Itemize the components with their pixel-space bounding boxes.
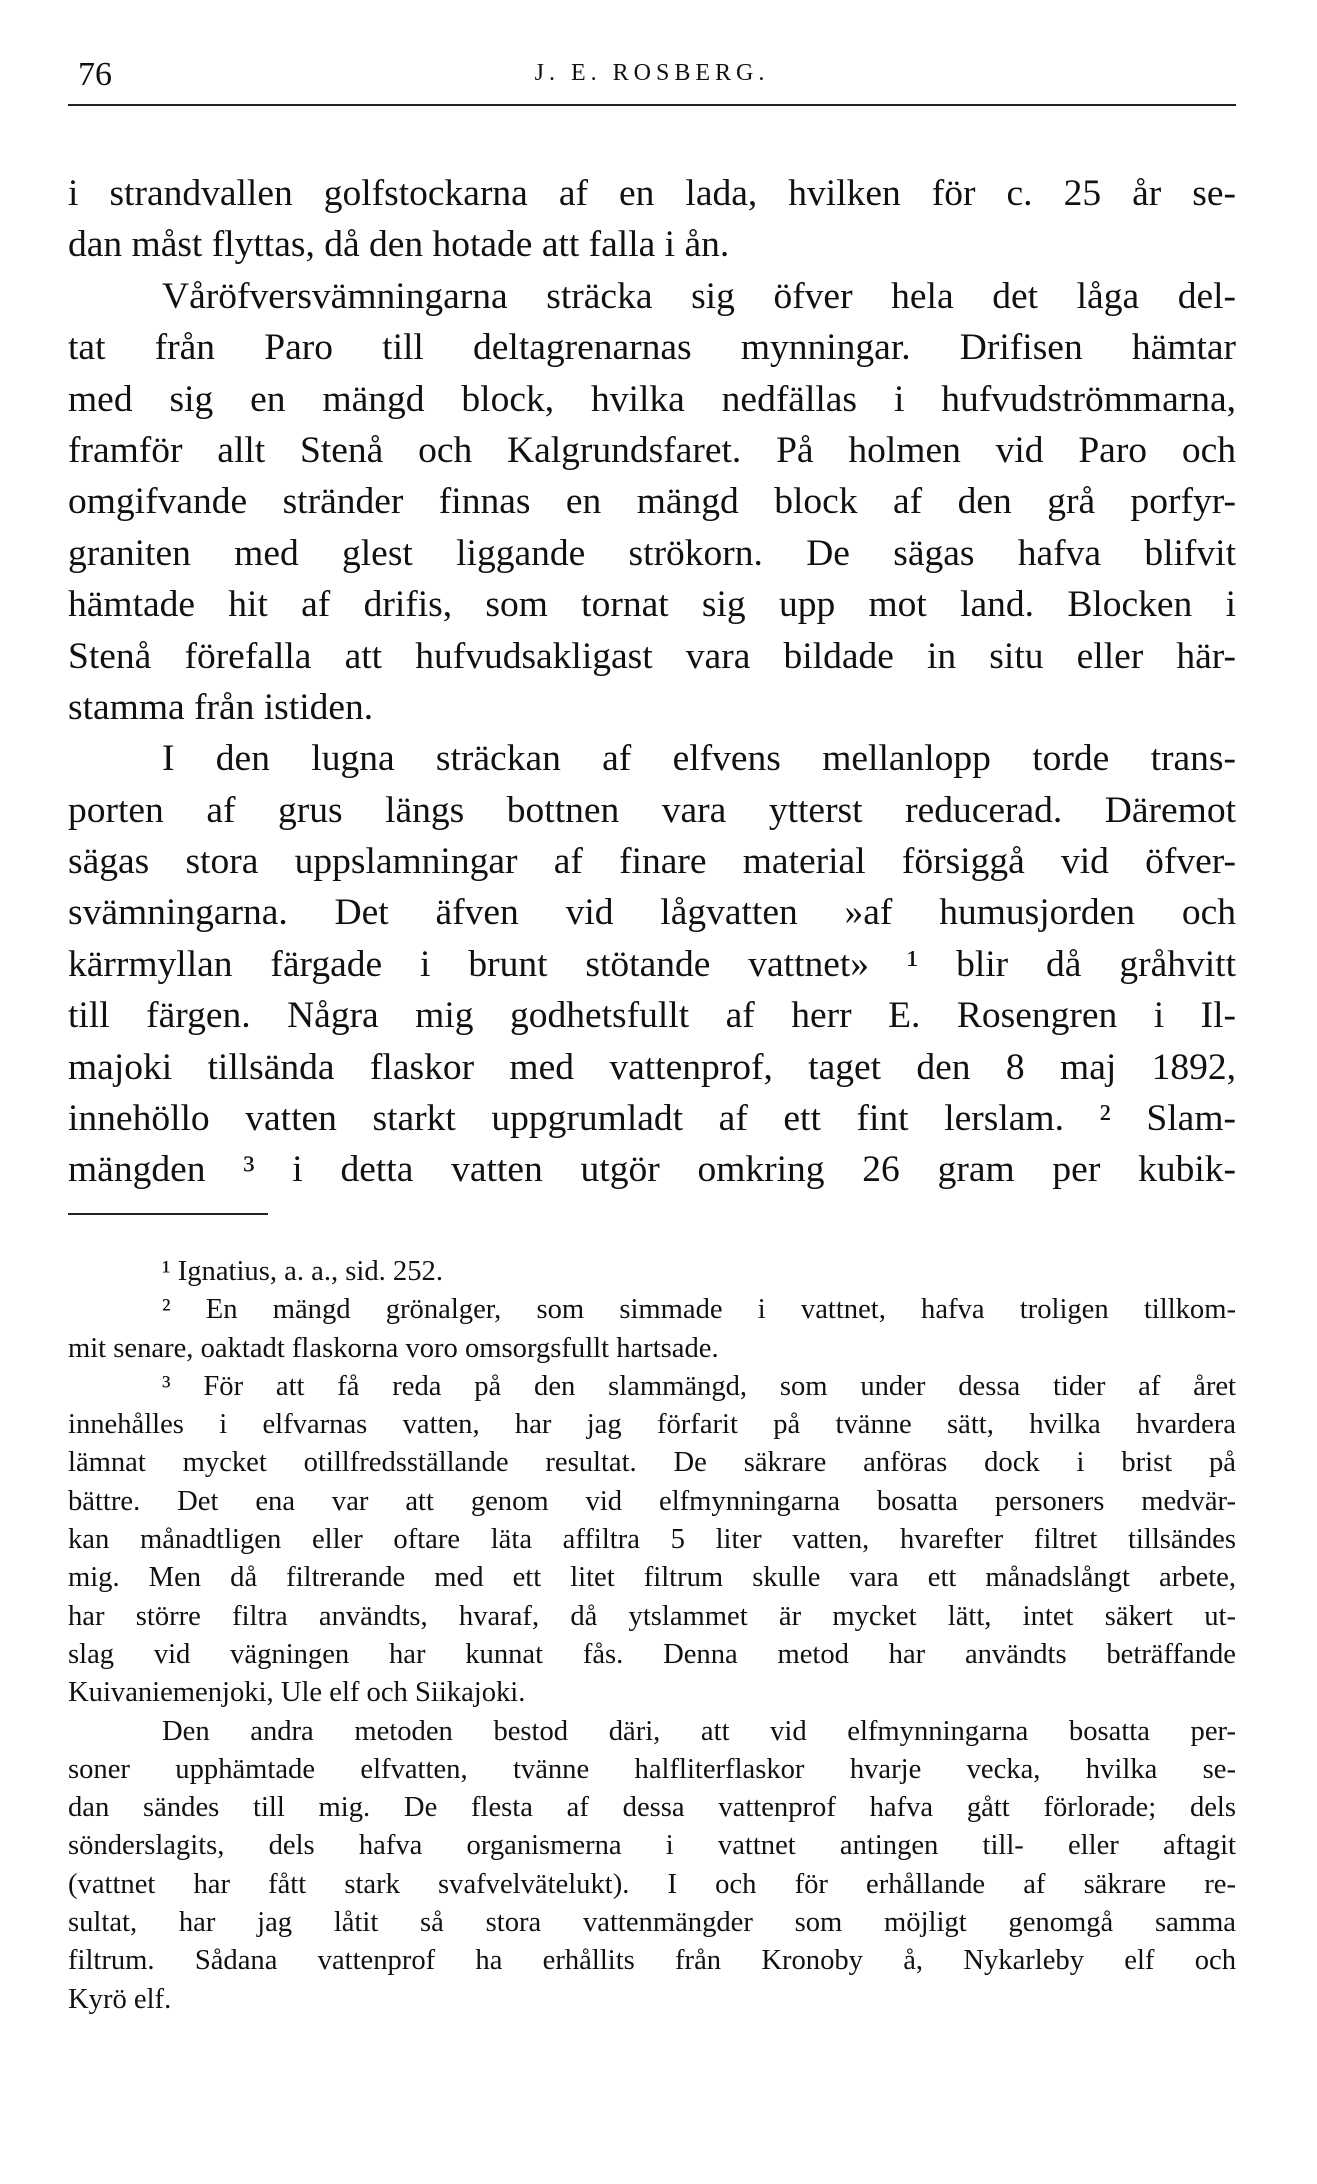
footnote-line: ² En mängd grönalger, som simmade i vattnet, hafva troligen tillkom-	[162, 1294, 1236, 1326]
footnote-line: innehålles i elfvarnas vatten, har jag förfarit på tvänne sätt, hvilka hvardera	[68, 1409, 1236, 1441]
text-line: kärrmyllan färgade i brunt stötande vattnet» ¹ blir då gråhvitt	[68, 943, 1236, 985]
text-line: mängden ³ i detta vatten utgör omkring 26 gram per kubik-	[68, 1149, 1236, 1191]
text-line: I den lugna sträckan af elfvens mellanlopp torde trans-	[162, 738, 1236, 780]
text-line: hämtade hit af drifis, som tornat sig upp mot land. Blocken i	[68, 584, 1236, 626]
text-line: Stenå förefalla att hufvudsakligast vara bildade in situ eller här-	[68, 635, 1236, 677]
text-line: omgifvande stränder finnas en mängd block af den grå porfyr-	[68, 481, 1236, 523]
text-line: framför allt Stenå och Kalgrundsfaret. På holmen vid Paro och	[68, 429, 1236, 471]
footnote-line: har större filtra användts, hvaraf, då ytslammet är mycket lätt, intet säkert ut-	[68, 1600, 1236, 1632]
main-text	[68, 168, 1236, 1196]
text-line: porten af grus längs bottnen vara ytterst reducerad. Däremot	[68, 789, 1236, 831]
footnote-line: lämnat mycket otillfredsställande resultat. De säkrare anföras dock i brist på	[68, 1447, 1236, 1479]
text-line: i strandvallen golfstockarna af en lada, hvilken för c. 25 år se-	[68, 173, 1236, 214]
text-line: innehöllo vatten starkt uppgrumladt af ett fint lerslam. ² Slam-	[68, 1098, 1236, 1140]
text-line: graniten med glest liggande strökorn. De sägas hafva blifvit	[68, 532, 1236, 574]
header-rule	[68, 104, 1236, 106]
footnote-line: sultat, har jag låtit så stora vattenmängder som möjligt genomgå samma	[68, 1907, 1236, 1939]
text-line: till färgen. Några mig godhetsfullt af herr E. Rosengren i Il-	[68, 995, 1236, 1037]
text-line: sägas stora uppslamningar af finare material försiggå vid öfver-	[68, 841, 1236, 883]
footnote-line: mig. Men då filtrerande med ett litet filtrum skulle vara ett månadslångt arbete,	[68, 1562, 1236, 1594]
footnote-line: sönderslagits, dels hafva organismerna i vattnet antingen till- eller aftagit	[68, 1830, 1236, 1862]
footnote-line: bättre. Det ena var att genom vid elfmynningarna bosatta personers medvär-	[68, 1485, 1236, 1517]
footnotes	[68, 1253, 1236, 2019]
page-number: 76	[78, 56, 112, 93]
text-line: med sig en mängd block, hvilka nedfällas i hufvudströmmarna,	[68, 378, 1236, 420]
footnote-line: soner upphämtade elfvatten, tvänne halfliterflaskor hvarje vecka, hvilka se-	[68, 1753, 1236, 1785]
running-head: J. E. ROSBERG.	[534, 60, 770, 86]
footnote-line: kan månadtligen eller oftare läta affiltra 5 liter vatten, hvarefter filtret tillsändes	[68, 1524, 1236, 1556]
footnote-line: dan sändes till mig. De flesta af dessa vattenprof hafva gått förlorade; dels	[68, 1792, 1236, 1824]
text-line: tat från Paro till deltagrenarnas mynningar. Drifisen hämtar	[68, 327, 1236, 369]
text-line: svämningarna. Det äfven vid lågvatten »af humusjorden och	[68, 892, 1236, 934]
page-header	[68, 48, 1236, 108]
footnote-line: (vattnet har fått stark svafvelvätelukt). I och för erhållande af säkrare re-	[68, 1868, 1236, 1900]
text-line: dan måst flyttas, då den hotade att falla i ån.	[68, 224, 730, 266]
footnote-line: ¹ Ignatius, a. a., sid. 252.	[162, 1256, 443, 1287]
footnote-line: Kuivaniemenjoki, Ule elf och Siikajoki.	[68, 1677, 526, 1709]
footnote-line: Den andra metoden bestod däri, att vid elfmynningarna bosatta per-	[162, 1715, 1236, 1747]
footnote-line: Kyrö elf.	[68, 1983, 172, 2015]
text-line: stamma från istiden.	[68, 686, 374, 728]
footnote-line: filtrum. Sådana vattenprof ha erhållits från Kronoby å, Nykarleby elf och	[68, 1945, 1236, 1977]
footnote-line: mit senare, oaktadt flaskorna voro omsorgsfullt hartsade.	[68, 1332, 719, 1364]
text-line: majoki tillsända flaskor med vattenprof, taget den 8 maj 1892,	[68, 1046, 1236, 1088]
text-line: Våröfversvämningarna sträcka sig öfver hela det låga del-	[162, 275, 1236, 317]
footnote-line: ³ För att få reda på den slammängd, som under dessa tider af året	[162, 1370, 1236, 1402]
footnote-rule	[68, 1213, 268, 1215]
footnote-line: slag vid vägningen har kunnat fås. Denna metod har användts beträffande	[68, 1638, 1236, 1670]
